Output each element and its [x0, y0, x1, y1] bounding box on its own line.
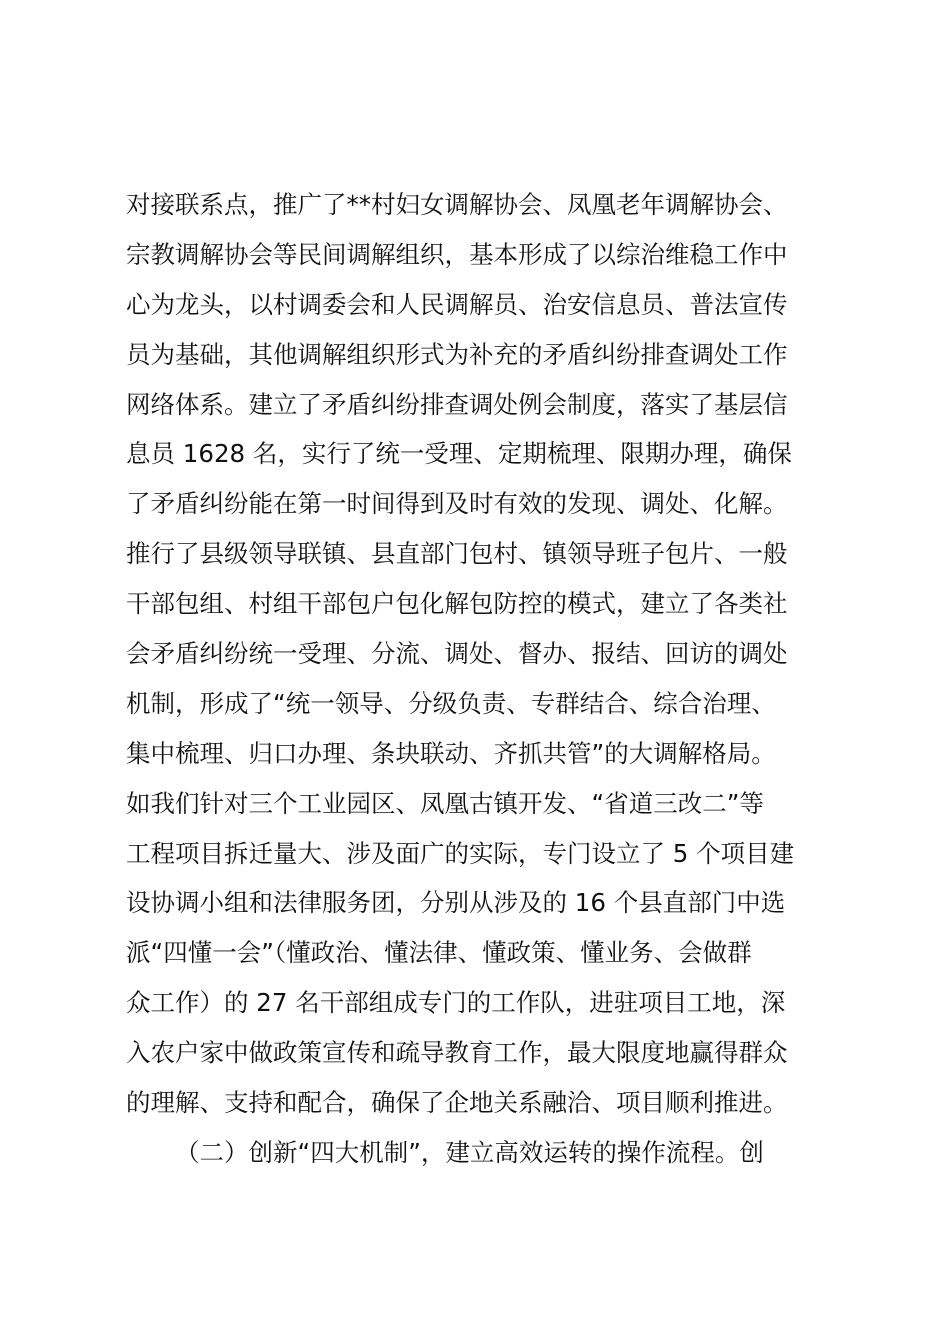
text-line: 干部包组、村组干部包户包化解包防控的模式，建立了各类社 — [126, 589, 788, 619]
text-line: 设协调小组和法律服务团，分别从涉及的 16 个县直部门中选 — [126, 888, 786, 918]
text-line: 的理解、支持和配合，确保了企地关系融洽、项目顺利推进。 — [126, 1088, 788, 1118]
text-line: 宗教调解协会等民间调解组织，基本形成了以综治维稳工作中 — [126, 239, 788, 269]
text-line: 机制，形成了“统一领导、分级负责、专群结合、综合治理、 — [126, 688, 776, 718]
text-line: 工程项目拆迁量大、涉及面广的实际，专门设立了 5 个项目建 — [126, 838, 795, 868]
text-line: 集中梳理、归口办理、条块联动、齐抓共管”的大调解格局。 — [126, 738, 776, 768]
text-line: 会矛盾纠纷统一受理、分流、调处、督办、报结、回访的调处 — [126, 639, 788, 669]
text-line: 息员 1628 名，实行了统一受理、定期梳理、限期办理，确保 — [126, 439, 792, 469]
body-text — [126, 180, 836, 1178]
text-line: 入农户家中做政策宣传和疏导教育工作，最大限度地赢得群众 — [126, 1038, 788, 1068]
section-heading-line: （二）创新“四大机制”，建立高效运转的操作流程。创 — [175, 1137, 764, 1167]
text-line: 网络体系。建立了矛盾纠纷排查调处例会制度，落实了基层信 — [126, 389, 788, 419]
text-line: 派“四懂一会”（懂政治、懂法律、懂政策、懂业务、会做群 — [126, 938, 752, 968]
text-line: 员为基础，其他调解组织形式为补充的矛盾纠纷排查调处工作 — [126, 339, 788, 369]
text-line: 了矛盾纠纷能在第一时间得到及时有效的发现、调处、化解。 — [126, 489, 788, 519]
text-line: 对接联系点，推广了**村妇女调解协会、凤凰老年调解协会、 — [126, 190, 788, 219]
text-line: 如我们针对三个工业园区、凤凰古镇开发、“省道三改二”等 — [126, 788, 764, 818]
text-line: 推行了县级领导联镇、县直部门包村、镇领导班子包片、一般 — [126, 539, 788, 569]
text-line: 众工作）的 27 名干部组成专门的工作队，进驻项目工地，深 — [126, 988, 786, 1018]
text-line: 心为龙头，以村调委会和人民调解员、治安信息员、普法宣传 — [126, 289, 788, 319]
